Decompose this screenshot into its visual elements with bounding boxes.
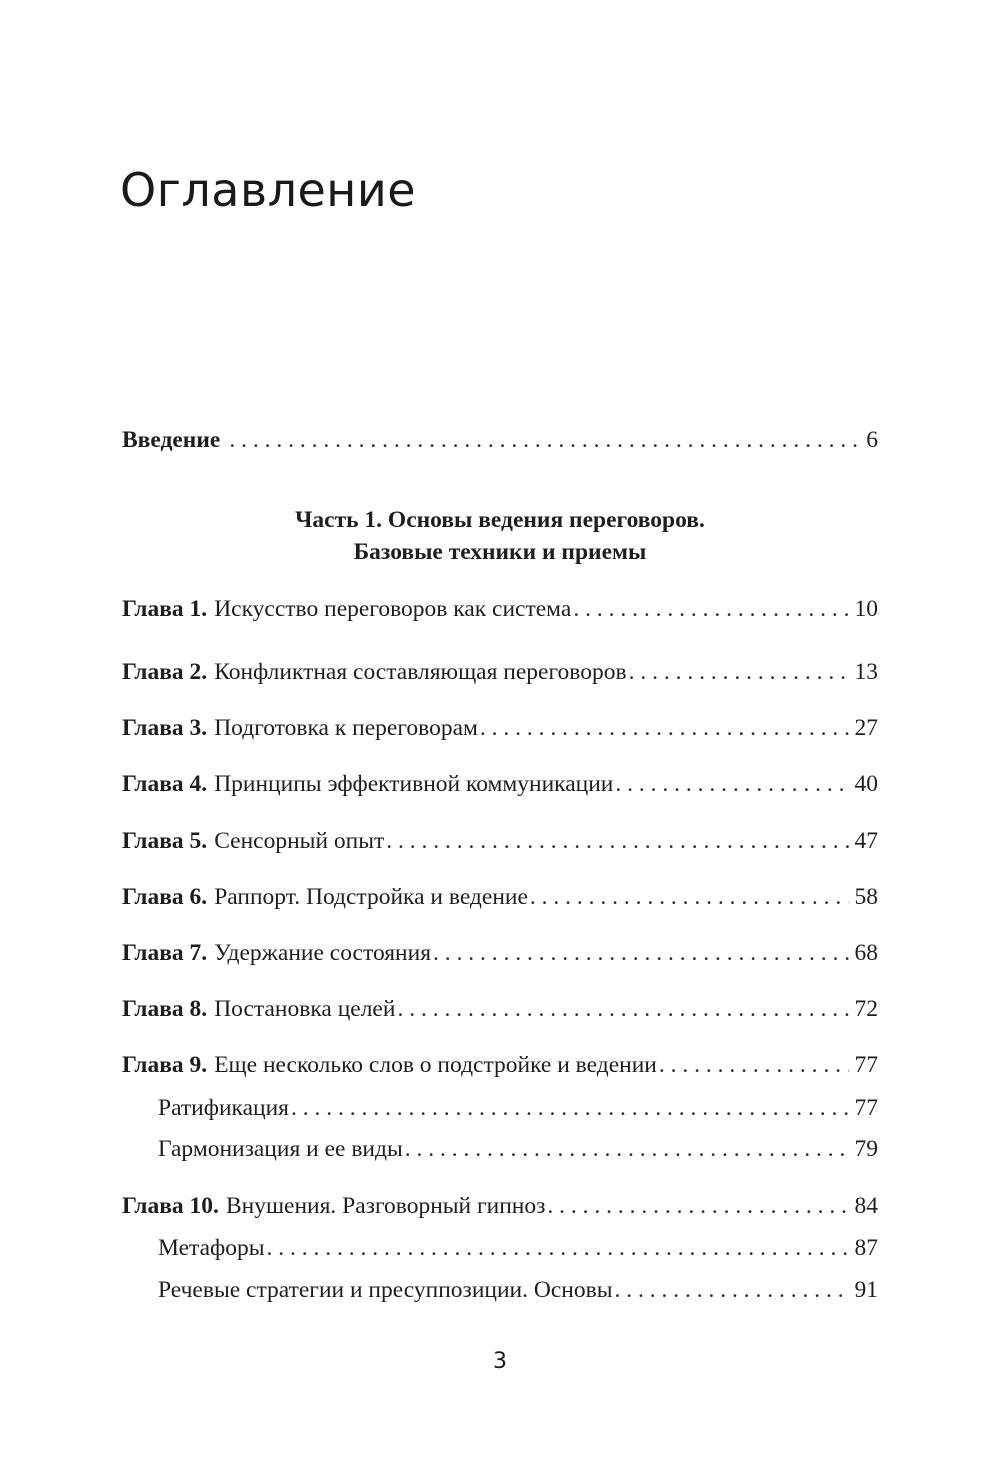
toc-page-number: 91: [854, 1277, 878, 1303]
toc-entry-chapter-2[interactable]: [122, 657, 878, 687]
chapter-label: Глава 9.: [122, 1052, 208, 1078]
dot-leader: [629, 657, 849, 687]
dot-leader: [433, 938, 848, 968]
dot-leader: [397, 994, 848, 1024]
dot-leader: [615, 1275, 849, 1305]
dot-leader: [615, 769, 848, 799]
page-title: Оглавление: [120, 163, 417, 217]
toc-entry-chapter-6[interactable]: [122, 882, 878, 912]
chapter-label: Глава 7.: [122, 940, 208, 966]
toc-page-number: 47: [854, 828, 878, 854]
dot-leader: [291, 1093, 849, 1123]
chapter-title: Постановка целей: [214, 996, 396, 1022]
dot-leader: [386, 826, 848, 856]
dot-leader: [573, 594, 848, 624]
chapter-title: Сенсорный опыт: [214, 828, 385, 854]
toc-entry-chapter-8[interactable]: [122, 994, 878, 1024]
chapter-title: Еще несколько слов о подстройке и ведении: [214, 1052, 657, 1078]
part-heading-line-2: Базовые техники и приемы: [353, 539, 647, 565]
section-title: Ратификация: [158, 1095, 289, 1121]
toc-page-number: 84: [854, 1193, 878, 1219]
toc-page-number: 6: [866, 427, 878, 453]
dot-leader: [530, 882, 849, 912]
toc-page-number: 40: [854, 771, 878, 797]
toc-entry-chapter-9[interactable]: [122, 1050, 878, 1080]
dot-leader: [405, 1134, 849, 1164]
chapter-title: Конфликтная составляющая переговоров: [214, 659, 627, 685]
dot-leader: [659, 1050, 849, 1080]
chapter-title: Подготовка к переговорам: [214, 715, 478, 741]
page-number-footer: 3: [493, 1349, 507, 1374]
section-title: Метафоры: [158, 1235, 265, 1261]
toc-subentry-ratification[interactable]: [158, 1093, 878, 1123]
toc-entry-chapter-4[interactable]: [122, 769, 878, 799]
dot-leader: [480, 713, 849, 743]
chapter-label: Глава 6.: [122, 884, 208, 910]
chapter-label: Глава 3.: [122, 715, 208, 741]
chapter-label: Глава 4.: [122, 771, 208, 797]
chapter-title: Принципы эффективной коммуникации: [214, 771, 614, 797]
toc-subentry-harmonization[interactable]: [158, 1134, 878, 1164]
chapter-title: Раппорт. Подстройка и ведение: [214, 884, 528, 910]
toc-entry-chapter-3[interactable]: [122, 713, 878, 743]
section-title: Речевые стратегии и пресуппозиции. Основы: [158, 1277, 613, 1303]
chapter-label: Глава 10.: [122, 1193, 219, 1219]
chapter-label: Глава 8.: [122, 996, 208, 1022]
toc-page-number: 77: [854, 1095, 878, 1121]
toc-subentry-speech-strategies[interactable]: [158, 1275, 878, 1305]
toc-entry-chapter-1[interactable]: [122, 594, 878, 624]
toc-page-number: 58: [854, 884, 878, 910]
chapter-label: Глава 2.: [122, 659, 208, 685]
chapter-label: Глава 5.: [122, 828, 208, 854]
toc-entry-label: Введение: [122, 427, 221, 453]
chapter-title: Удержание состояния: [214, 940, 432, 966]
chapter-title: Искусство переговоров как система: [214, 596, 572, 622]
dot-leader: [229, 425, 860, 455]
toc-page-number: 77: [854, 1052, 878, 1078]
toc-entry-chapter-5[interactable]: [122, 826, 878, 856]
dot-leader: [267, 1233, 849, 1263]
toc-page-number: 13: [854, 659, 878, 685]
part-heading: [122, 504, 878, 568]
toc-page-number: 27: [854, 715, 878, 741]
chapter-label: Глава 1.: [122, 596, 208, 622]
chapter-title: Внушения. Разговорный гипноз: [225, 1193, 546, 1219]
toc-subentry-metaphors[interactable]: [158, 1233, 878, 1263]
toc-page-number: 10: [854, 596, 878, 622]
dot-leader: [547, 1191, 848, 1221]
toc-page-number: 72: [854, 996, 878, 1022]
toc-page-number: 79: [854, 1136, 878, 1162]
toc-page-number: 87: [854, 1235, 878, 1261]
toc-entry-introduction[interactable]: [122, 425, 878, 455]
part-heading-line-1: Часть 1. Основы ведения переговоров.: [295, 507, 705, 533]
section-title: Гармонизация и ее виды: [158, 1136, 403, 1162]
toc-entry-chapter-10[interactable]: [122, 1191, 878, 1221]
toc-page-number: 68: [854, 940, 878, 966]
toc-entry-chapter-7[interactable]: [122, 938, 878, 968]
